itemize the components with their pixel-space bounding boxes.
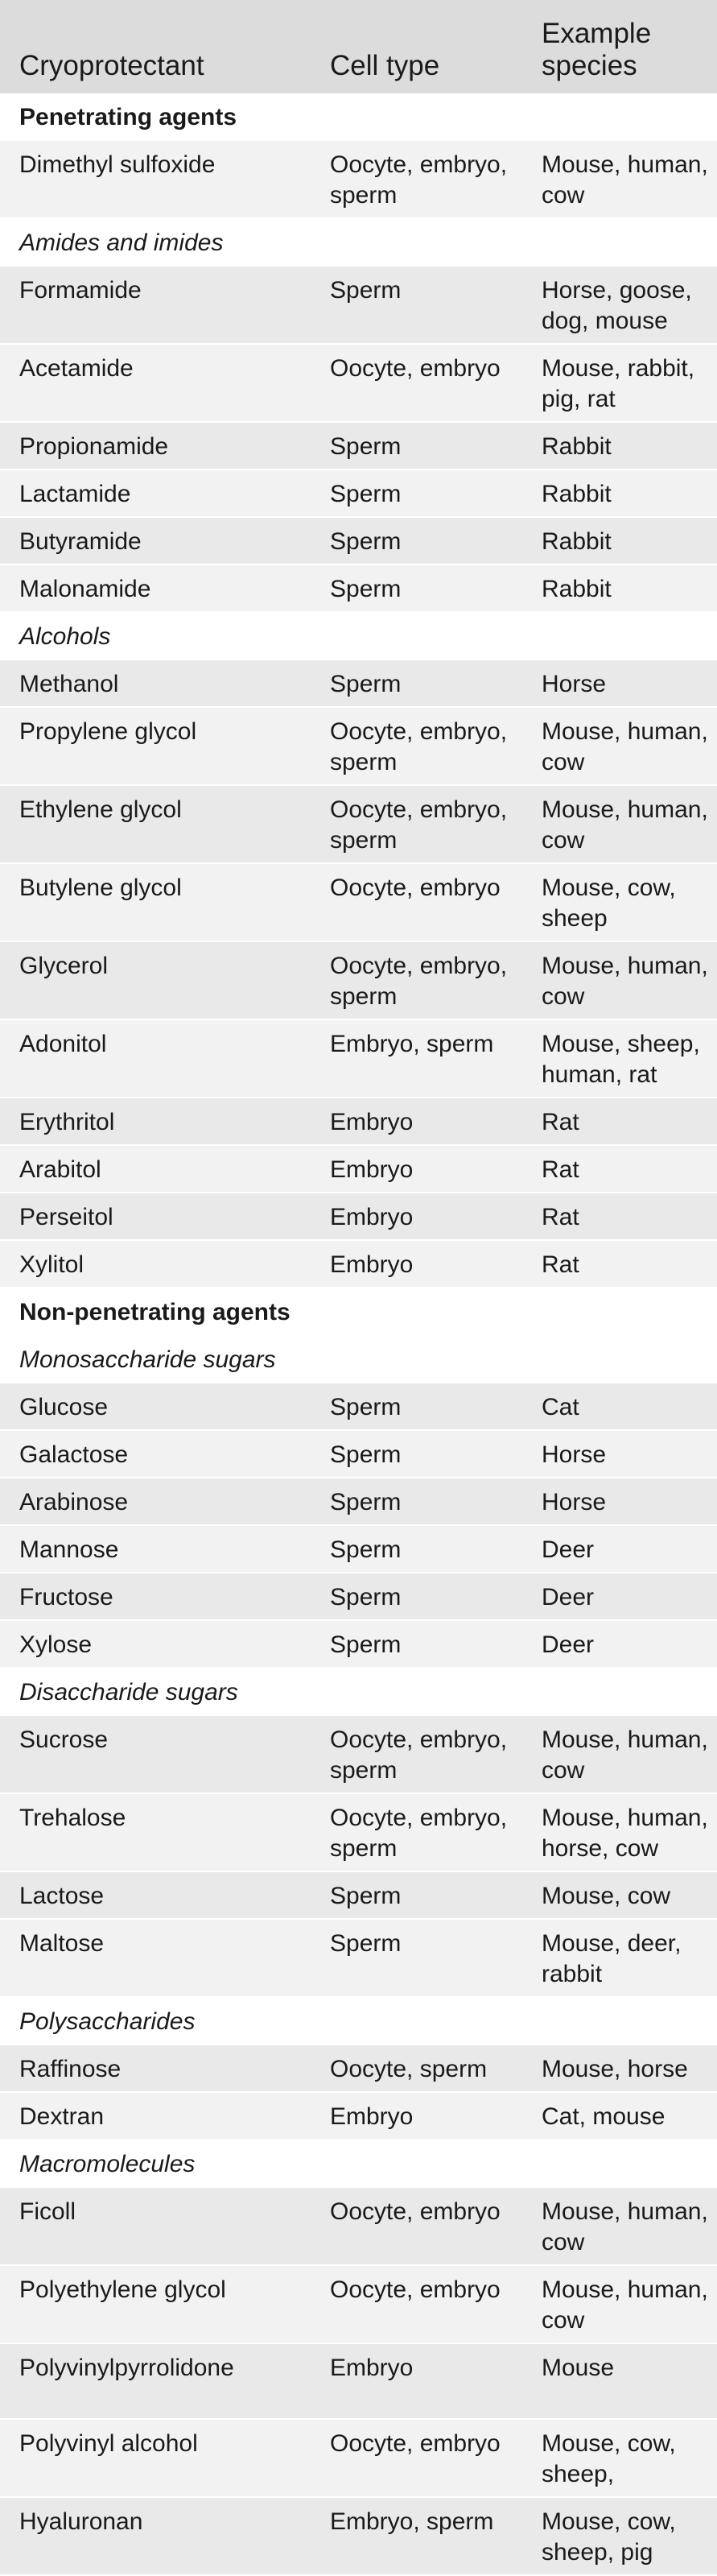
table-row — [0, 140, 717, 218]
cell-cell-type: Embryo, sperm — [311, 2497, 522, 2575]
cell-cell-type: Sperm — [311, 266, 522, 344]
cell-example-species: Deer — [522, 1620, 717, 1668]
cell-example-species: Mouse, cow, sheep, — [522, 2419, 717, 2497]
cell-cell-type: Sperm — [311, 1383, 522, 1430]
cell-example-species: Rat — [522, 1240, 717, 1288]
header-cell-type: Cell type — [311, 0, 522, 93]
cell-example-species: Mouse, cow, sheep — [522, 863, 717, 941]
cell-example-species: Horse, goose, dog, mouse — [522, 266, 717, 344]
subsection-row — [0, 1335, 717, 1383]
subsection-label: Amides and imides — [0, 218, 717, 266]
cell-cell-type: Sperm — [311, 1573, 522, 1620]
cell-example-species: Horse — [522, 660, 717, 707]
cell-cryoprotectant: Raffinose — [0, 2045, 311, 2092]
cell-cell-type: Oocyte, embryo, sperm — [311, 707, 522, 785]
cell-cryoprotectant: Lactose — [0, 1871, 311, 1919]
cell-cell-type: Oocyte, embryo, sperm — [311, 140, 522, 218]
cell-example-species: Mouse, human, cow — [522, 707, 717, 785]
header-cryoprotectant: Cryoprotectant — [0, 0, 311, 93]
table-row — [0, 517, 717, 564]
cell-example-species: Cat — [522, 1383, 717, 1430]
cell-cell-type: Sperm — [311, 1478, 522, 1525]
cell-cell-type: Sperm — [311, 517, 522, 564]
cell-cell-type: Embryo, sperm — [311, 1019, 522, 1098]
cell-example-species: Horse — [522, 1430, 717, 1478]
cell-cryoprotectant: Glucose — [0, 1383, 311, 1430]
cell-cryoprotectant: Dextran — [0, 2092, 311, 2140]
table-row — [0, 469, 717, 517]
cell-cell-type: Embryo — [311, 2092, 522, 2140]
subsection-row — [0, 1997, 717, 2045]
cell-cryoprotectant: Adonitol — [0, 1019, 311, 1098]
cell-example-species: Horse — [522, 1478, 717, 1525]
table-body — [0, 93, 717, 2575]
subsection-label: Monosaccharide sugars — [0, 1335, 717, 1383]
cell-example-species: Cat, mouse — [522, 2092, 717, 2140]
cell-example-species: Mouse, human, cow — [522, 785, 717, 863]
table-row — [0, 1573, 717, 1620]
subsection-row — [0, 1668, 717, 1715]
table-row — [0, 1193, 717, 1240]
cell-cell-type: Oocyte, embryo — [311, 2187, 522, 2265]
cell-cell-type: Sperm — [311, 1919, 522, 1997]
table-row — [0, 707, 717, 785]
cell-example-species: Mouse, cow — [522, 1871, 717, 1919]
cell-cryoprotectant: Dimethyl sulfoxide — [0, 140, 311, 218]
cell-cell-type: Oocyte, embryo, sperm — [311, 785, 522, 863]
table-row — [0, 564, 717, 612]
section-label: Non-penetrating agents — [0, 1288, 717, 1335]
cell-cryoprotectant: Fructose — [0, 1573, 311, 1620]
cell-cryoprotectant: Formamide — [0, 266, 311, 344]
subsection-label: Macromolecules — [0, 2140, 717, 2187]
cell-example-species: Rat — [522, 1098, 717, 1145]
subsection-label: Alcohols — [0, 612, 717, 660]
cell-cryoprotectant: Trehalose — [0, 1793, 311, 1871]
section-label: Penetrating agents — [0, 93, 717, 140]
cell-example-species: Rabbit — [522, 422, 717, 469]
cell-cryoprotectant: Polyethylene glycol — [0, 2265, 311, 2343]
table-row — [0, 344, 717, 422]
cell-cryoprotectant: Xylitol — [0, 1240, 311, 1288]
table-row — [0, 1620, 717, 1668]
cell-cryoprotectant: Xylose — [0, 1620, 311, 1668]
cell-cell-type: Embryo — [311, 1145, 522, 1193]
table-row — [0, 2497, 717, 2575]
subsection-row — [0, 612, 717, 660]
cell-example-species: Rat — [522, 1193, 717, 1240]
table-row — [0, 785, 717, 863]
cell-cryoprotectant: Polyvinyl alcohol — [0, 2419, 311, 2497]
cell-cryoprotectant: Propylene glycol — [0, 707, 311, 785]
cell-cryoprotectant: Butyramide — [0, 517, 311, 564]
cell-cryoprotectant: Maltose — [0, 1919, 311, 1997]
cell-cell-type: Oocyte, embryo, sperm — [311, 941, 522, 1019]
table-row — [0, 2265, 717, 2343]
cell-cryoprotectant: Sucrose — [0, 1715, 311, 1793]
table-row — [0, 1383, 717, 1430]
cell-example-species: Mouse, rabbit, pig, rat — [522, 344, 717, 422]
cell-example-species: Mouse, human, cow — [522, 2265, 717, 2343]
cell-cryoprotectant: Hyaluronan — [0, 2497, 311, 2575]
cell-cryoprotectant: Glycerol — [0, 941, 311, 1019]
cell-cell-type: Sperm — [311, 469, 522, 517]
cell-cryoprotectant: Malonamide — [0, 564, 311, 612]
cell-cell-type: Embryo — [311, 1240, 522, 1288]
cell-cell-type: Sperm — [311, 1620, 522, 1668]
cell-example-species: Deer — [522, 1573, 717, 1620]
cell-example-species: Deer — [522, 1525, 717, 1573]
table-row — [0, 422, 717, 469]
cell-cell-type: Sperm — [311, 1871, 522, 1919]
cell-cell-type: Oocyte, embryo — [311, 2265, 522, 2343]
cell-example-species: Mouse, human, horse, cow — [522, 1793, 717, 1871]
cell-cell-type: Oocyte, embryo — [311, 2419, 522, 2497]
cell-example-species: Mouse, human, cow — [522, 941, 717, 1019]
table-row — [0, 1871, 717, 1919]
cell-cell-type: Oocyte, embryo — [311, 863, 522, 941]
subsection-label: Polysaccharides — [0, 1997, 717, 2045]
table-row — [0, 1919, 717, 1997]
cell-example-species: Mouse, cow, sheep, pig — [522, 2497, 717, 2575]
table-row — [0, 2187, 717, 2265]
cell-example-species: Mouse, deer, rabbit — [522, 1919, 717, 1997]
table-row — [0, 2092, 717, 2140]
cell-example-species: Rat — [522, 1145, 717, 1193]
table-header — [0, 0, 717, 93]
cell-cell-type: Embryo — [311, 2343, 522, 2419]
cell-cell-type: Sperm — [311, 660, 522, 707]
table-row — [0, 863, 717, 941]
table-row — [0, 1240, 717, 1288]
table-row — [0, 2419, 717, 2497]
table-row — [0, 1715, 717, 1793]
table-row — [0, 2343, 717, 2419]
cell-cryoprotectant: Propionamide — [0, 422, 311, 469]
table-row — [0, 2045, 717, 2092]
cell-cell-type: Sperm — [311, 422, 522, 469]
cell-example-species: Mouse, horse — [522, 2045, 717, 2092]
cell-cell-type: Sperm — [311, 1430, 522, 1478]
cell-cell-type: Embryo — [311, 1193, 522, 1240]
cell-cell-type: Oocyte, sperm — [311, 2045, 522, 2092]
table-row — [0, 1145, 717, 1193]
cell-cell-type: Oocyte, embryo, sperm — [311, 1793, 522, 1871]
section-row — [0, 93, 717, 140]
table-row — [0, 1019, 717, 1098]
cell-example-species: Rabbit — [522, 469, 717, 517]
table-row — [0, 1478, 717, 1525]
subsection-label: Disaccharide sugars — [0, 1668, 717, 1715]
cell-cryoprotectant: Erythritol — [0, 1098, 311, 1145]
table-row — [0, 941, 717, 1019]
cell-example-species: Rabbit — [522, 564, 717, 612]
table-row — [0, 1793, 717, 1871]
cell-cryoprotectant: Acetamide — [0, 344, 311, 422]
table-row — [0, 660, 717, 707]
cell-example-species: Mouse, human, cow — [522, 140, 717, 218]
cell-cell-type: Embryo — [311, 1098, 522, 1145]
cell-cell-type: Oocyte, embryo — [311, 344, 522, 422]
table-row — [0, 266, 717, 344]
cell-cryoprotectant: Arabinose — [0, 1478, 311, 1525]
cell-cryoprotectant: Ficoll — [0, 2187, 311, 2265]
header-example-species: Example species — [522, 0, 717, 93]
cell-cryoprotectant: Ethylene glycol — [0, 785, 311, 863]
cell-cryoprotectant: Perseitol — [0, 1193, 311, 1240]
cell-example-species: Mouse, human, cow — [522, 2187, 717, 2265]
cell-cryoprotectant: Polyvinylpyrrolidone — [0, 2343, 311, 2419]
cell-example-species: Rabbit — [522, 517, 717, 564]
section-row — [0, 1288, 717, 1335]
cell-cryoprotectant: Lactamide — [0, 469, 311, 517]
subsection-row — [0, 218, 717, 266]
cell-example-species: Mouse — [522, 2343, 717, 2419]
cell-cell-type: Sperm — [311, 1525, 522, 1573]
cell-cryoprotectant: Galactose — [0, 1430, 311, 1478]
cell-cell-type: Sperm — [311, 564, 522, 612]
table-row — [0, 1098, 717, 1145]
cell-example-species: Mouse, human, cow — [522, 1715, 717, 1793]
cell-cryoprotectant: Arabitol — [0, 1145, 311, 1193]
table-row — [0, 1430, 717, 1478]
cell-cryoprotectant: Methanol — [0, 660, 311, 707]
cell-cryoprotectant: Butylene glycol — [0, 863, 311, 941]
table-row — [0, 1525, 717, 1573]
header-row — [0, 0, 717, 93]
subsection-row — [0, 2140, 717, 2187]
cell-cryoprotectant: Mannose — [0, 1525, 311, 1573]
cell-example-species: Mouse, sheep, human, rat — [522, 1019, 717, 1098]
cell-cell-type: Oocyte, embryo, sperm — [311, 1715, 522, 1793]
